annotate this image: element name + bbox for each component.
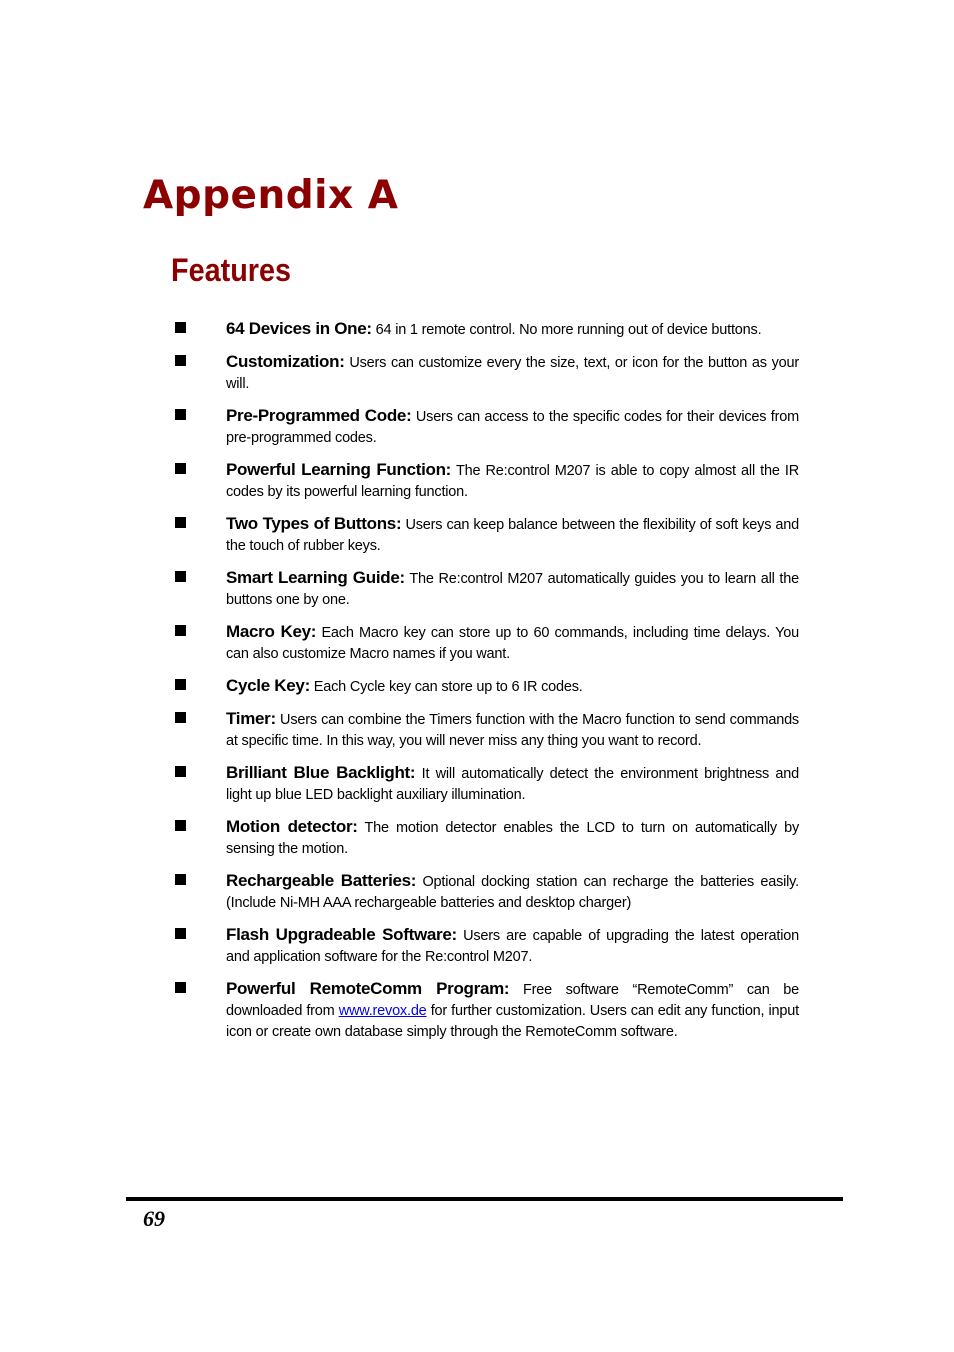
feature-item [174, 675, 799, 698]
feature-description: Each Cycle key can store up to 6 IR codes. [313, 679, 583, 695]
feature-description: Free software “RemoteComm” can be downloaded from [226, 982, 799, 1019]
feature-description: Users can combine the Timers function with the Macro function to send commands at specific time. In this way, you will never miss any thing you want to record. [226, 712, 799, 749]
feature-term: Motion detector: [226, 817, 358, 836]
feature-text [226, 924, 799, 968]
feature-item [174, 459, 799, 503]
square-bullet-icon [175, 409, 186, 420]
feature-term: Flash Upgradeable Software: [226, 925, 457, 944]
square-bullet-icon [175, 928, 186, 939]
square-bullet-icon [175, 322, 186, 333]
feature-text [226, 567, 799, 611]
square-bullet-icon [175, 820, 186, 831]
footer-divider [126, 1197, 843, 1201]
feature-term: Two Types of Buttons: [226, 514, 402, 533]
feature-term: Rechargeable Batteries: [226, 871, 417, 890]
feature-term: Macro Key: [226, 622, 317, 641]
feature-term: Powerful RemoteComm Program: [226, 979, 510, 998]
feature-text [226, 762, 799, 806]
feature-description: The motion detector enables the LCD to turn on automatically by sensing the motion. [226, 820, 799, 857]
appendix-title: Appendix A [143, 173, 399, 218]
feature-item [174, 513, 799, 557]
feature-text [226, 318, 799, 341]
feature-text [226, 675, 799, 698]
feature-description: Each Macro key can store up to 60 commands, including time delays. You can also customize Macro names if you want. [226, 625, 799, 662]
square-bullet-icon [175, 517, 186, 528]
feature-term: Pre-Programmed Code: [226, 406, 412, 425]
feature-item [174, 351, 799, 395]
feature-description: The Re:control M207 is able to copy almost all the IR codes by its powerful learning function. [226, 463, 799, 500]
feature-description: Users are capable of upgrading the latest operation and application software for the Re:control M207. [226, 928, 799, 965]
square-bullet-icon [175, 355, 186, 366]
square-bullet-icon [175, 571, 186, 582]
feature-description: Optional docking station can recharge the batteries easily. (Include Ni-MH AAA rechargeable batteries and desktop charger) [226, 874, 799, 911]
feature-text [226, 459, 799, 503]
feature-text [226, 351, 799, 395]
section-title: Features [171, 252, 292, 288]
page-number: 69 [143, 1206, 165, 1231]
square-bullet-icon [175, 874, 186, 885]
square-bullet-icon [175, 625, 186, 636]
feature-description-continued: for further customization. Users can edit any function, input icon or create own database simply through the RemoteComm software. [226, 1003, 799, 1040]
feature-term: Powerful Learning Function: [226, 460, 452, 479]
feature-description: 64 in 1 remote control. No more running out of device buttons. [375, 322, 762, 338]
feature-term: Brilliant Blue Backlight: [226, 763, 416, 782]
feature-description: Users can keep balance between the flexibility of soft keys and the touch of rubber keys. [226, 517, 799, 554]
feature-text [226, 978, 799, 1043]
revox-website-link[interactable]: www.revox.de [338, 1003, 427, 1019]
feature-item [174, 567, 799, 611]
feature-text [226, 621, 799, 665]
feature-item [174, 978, 799, 1043]
square-bullet-icon [175, 712, 186, 723]
feature-text [226, 708, 799, 752]
feature-list [174, 318, 799, 1053]
feature-item [174, 318, 799, 341]
feature-description: It will automatically detect the environment brightness and light up blue LED backlight auxiliary illumination. [226, 766, 799, 803]
feature-term: Timer: [226, 709, 276, 728]
square-bullet-icon [175, 463, 186, 474]
square-bullet-icon [175, 766, 186, 777]
feature-item [174, 621, 799, 665]
feature-term: Smart Learning Guide: [226, 568, 405, 587]
feature-description: The Re:control M207 automatically guides you to learn all the buttons one by one. [226, 571, 799, 608]
feature-item [174, 762, 799, 806]
feature-item [174, 708, 799, 752]
feature-text [226, 405, 799, 449]
feature-term: 64 Devices in One: [226, 319, 372, 338]
feature-text [226, 816, 799, 860]
feature-term: Cycle Key: [226, 676, 310, 695]
feature-term: Customization: [226, 352, 345, 371]
feature-text [226, 870, 799, 914]
feature-item [174, 816, 799, 860]
feature-item [174, 405, 799, 449]
feature-item [174, 870, 799, 914]
square-bullet-icon [175, 679, 186, 690]
feature-item [174, 924, 799, 968]
feature-description: Users can customize every the size, text, or icon for the button as your will. [226, 355, 799, 392]
square-bullet-icon [175, 982, 186, 993]
feature-text [226, 513, 799, 557]
feature-description: Users can access to the specific codes for their devices from pre-programmed codes. [226, 409, 799, 446]
